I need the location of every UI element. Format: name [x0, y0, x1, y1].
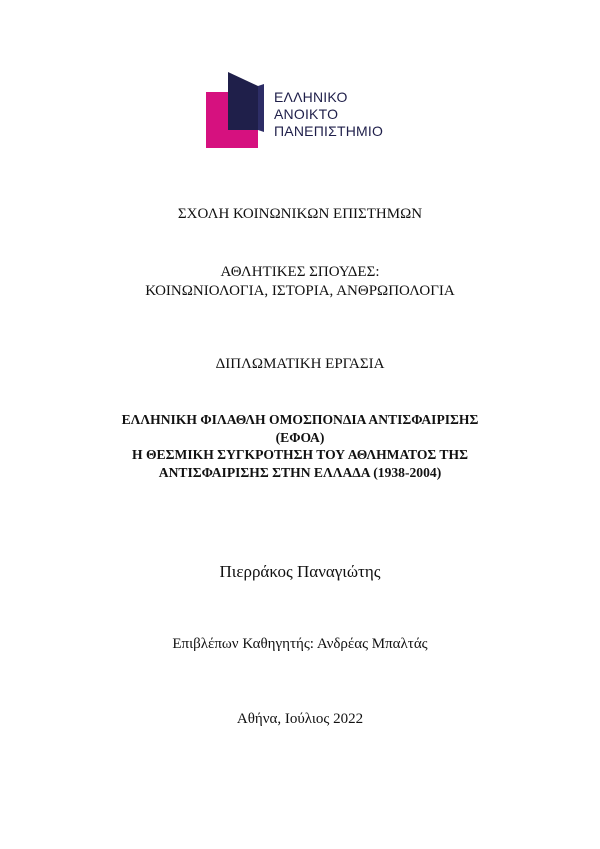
logo-line: ΠΑΝΕΠΙΣΤΗΜΙΟ	[274, 123, 384, 139]
logo-line: ΕΛΛΗΝΙΚΟ	[274, 89, 348, 105]
university-logo-mark-icon	[206, 72, 268, 148]
university-logo-text	[274, 89, 383, 140]
program-name-line-1: ΑΘΛΗΤΙΚΕΣ ΣΠΟΥΔΕΣ:	[220, 264, 380, 280]
school-name: ΣΧΟΛΗ ΚΟΙΝΩΝΙΚΩΝ ΕΠΙΣΤΗΜΩΝ	[177, 206, 423, 222]
thesis-title-line: (ΕΦΟΑ)	[275, 429, 325, 445]
supervisor: Επιβλέπων Καθηγητής: Ανδρέας Μπαλτάς	[172, 636, 428, 652]
thesis-title-line: ΕΛΛΗΝΙΚΗ ΦΙΛΑΘΛΗ ΟΜΟΣΠΟΝΔΙΑ ΑΝΤΙΣΦΑΙΡΙΣΗΣ	[121, 412, 479, 427]
thesis-title	[60, 411, 540, 481]
university-logo	[206, 72, 406, 148]
thesis-title-line: Η ΘΕΣΜΙΚΗ ΣΥΓΚΡΟΤΗΣΗ ΤΟΥ ΑΘΛΗΜΑΤΟΣ ΤΗΣ	[132, 447, 468, 462]
thesis-type: ΔΙΠΛΩΜΑΤΙΚΗ ΕΡΓΑΣΙΑ	[215, 356, 385, 372]
place-and-date: Αθήνα, Ιούλιος 2022	[236, 711, 364, 727]
author-name: Πιερράκος Παναγιώτης	[219, 562, 381, 581]
program-name-line-2: ΚΟΙΝΩΝΙΟΛΟΓΙΑ, ΙΣΤΟΡΙΑ, ΑΝΘΡΩΠΟΛΟΓΙΑ	[145, 283, 455, 299]
logo-line: ΑΝΟΙΚΤΟ	[274, 106, 339, 122]
thesis-title-line: ΑΝΤΙΣΦΑΙΡΙΣΗΣ ΣΤΗΝ ΕΛΛΑΔΑ (1938-2004)	[158, 464, 442, 480]
